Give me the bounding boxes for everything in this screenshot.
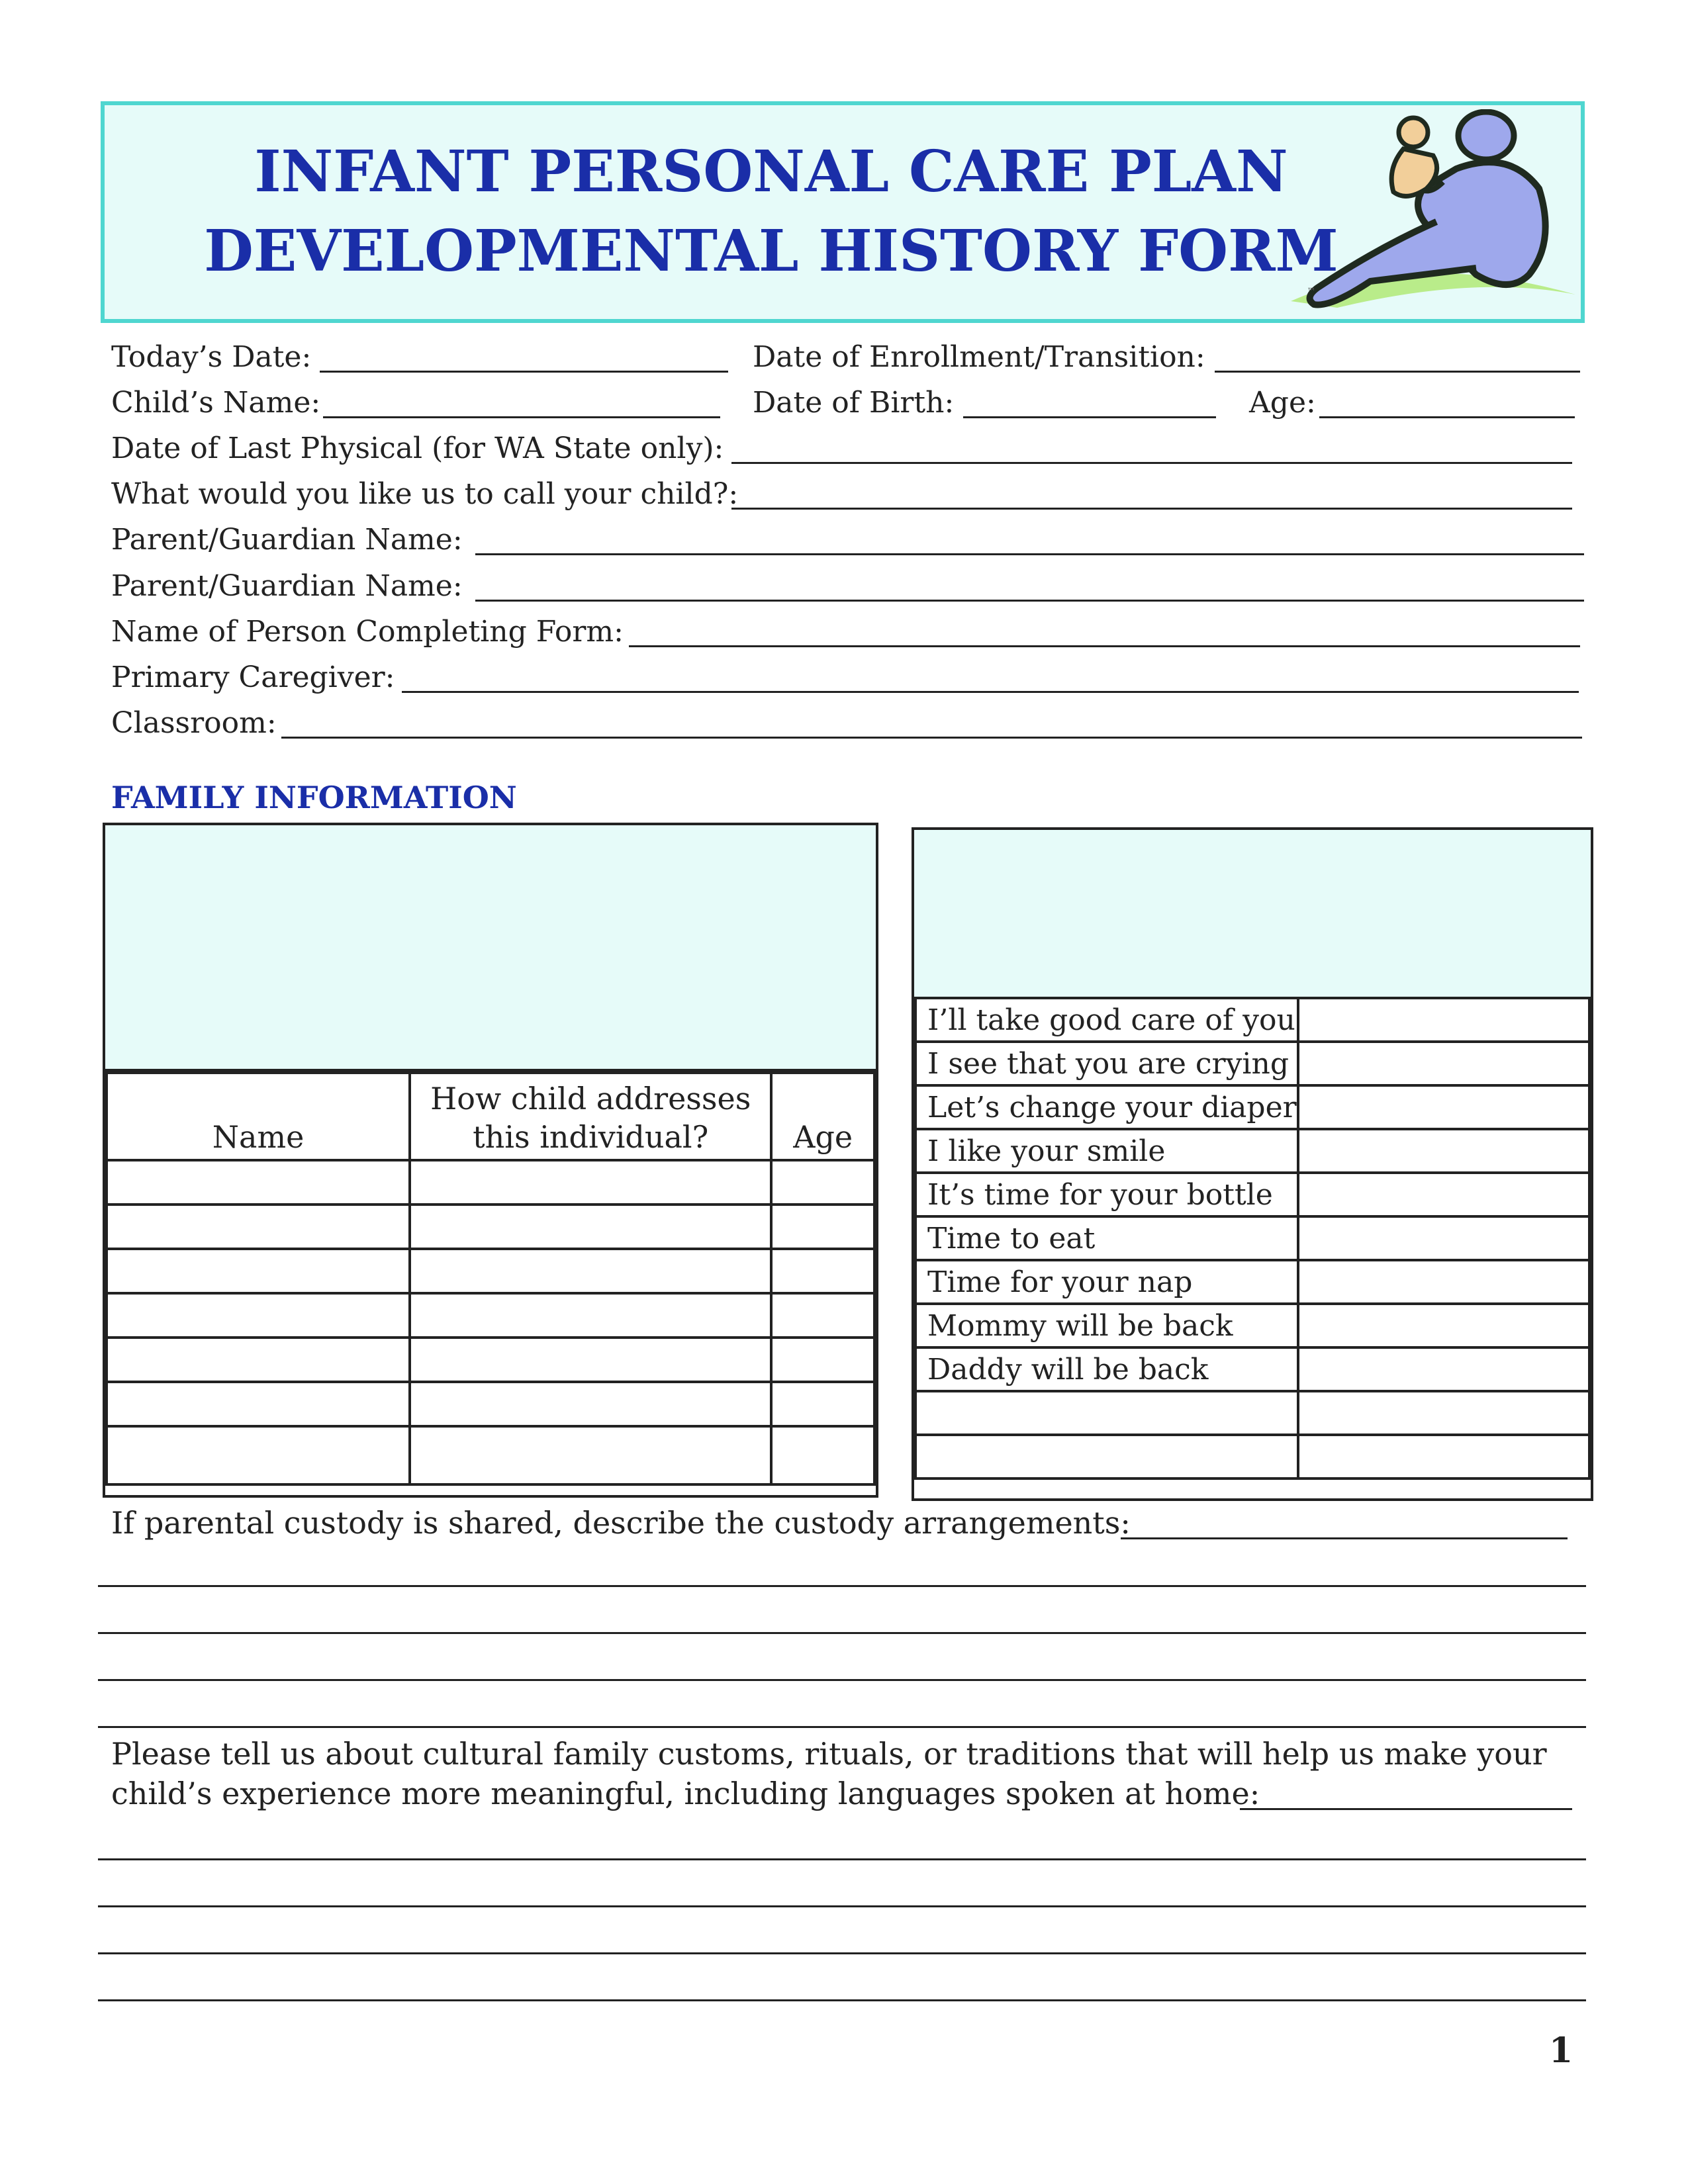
custody-label: If parental custody is shared, describe the custody arrangements:: [111, 1505, 1131, 1541]
phrase-response-cell[interactable]: [1298, 1085, 1589, 1129]
phrase-response-cell[interactable]: [1298, 1216, 1589, 1260]
custody-line[interactable]: [98, 1679, 1586, 1681]
table-row: [915, 1304, 1589, 1347]
phrase-response-cell[interactable]: [1298, 1347, 1589, 1391]
phrase-label: Daddy will be back: [915, 1347, 1298, 1391]
table-row: [915, 1042, 1589, 1085]
phrase-label: Mommy will be back: [915, 1304, 1298, 1347]
custody-inline-field[interactable]: [1121, 1537, 1568, 1539]
family-members-table: [105, 1071, 876, 1486]
table-row: [107, 1205, 874, 1249]
cultural-line[interactable]: [98, 1952, 1586, 1954]
cultural-line[interactable]: [98, 1905, 1586, 1907]
table-row: [915, 1085, 1589, 1129]
childs-name-field[interactable]: [323, 416, 720, 418]
parent2-label: Parent/Guardian Name:: [111, 569, 463, 603]
phrase-response-cell[interactable]: [1298, 1435, 1589, 1479]
cultural-question-line2: child’s experience more meaningful, including languages spoken at home:: [111, 1776, 1260, 1811]
table-row: [915, 1347, 1589, 1391]
classroom-label: Classroom:: [111, 706, 277, 740]
column-how-addressed: [410, 1073, 771, 1160]
cultural-line[interactable]: [98, 1999, 1586, 2001]
addresses-cell[interactable]: [410, 1293, 771, 1338]
cultural-question-line1: Please tell us about cultural family customs, rituals, or traditions that will help us make your: [111, 1736, 1547, 1772]
phrase-response-cell[interactable]: [1298, 1260, 1589, 1304]
age-cell[interactable]: [771, 1160, 874, 1205]
name-cell[interactable]: [107, 1382, 410, 1426]
name-cell[interactable]: [107, 1205, 410, 1249]
age-field[interactable]: [1319, 416, 1575, 418]
name-cell[interactable]: [107, 1426, 410, 1484]
addresses-cell[interactable]: [410, 1249, 771, 1293]
parent2-field[interactable]: [475, 600, 1584, 602]
addresses-cell[interactable]: [410, 1382, 771, 1426]
custody-line[interactable]: [98, 1726, 1586, 1728]
person-completing-label: Name of Person Completing Form:: [111, 615, 624, 649]
family-info-heading: FAMILY INFORMATION: [111, 780, 517, 815]
form-title-line2: DEVELOPMENTAL HISTORY FORM: [204, 218, 1338, 285]
table-row: [107, 1426, 874, 1484]
table-row: [107, 1160, 874, 1205]
caregiver-logo-icon: [1278, 109, 1582, 328]
date-enrollment-field[interactable]: [1215, 371, 1580, 373]
trademark-mark: ™: [1307, 287, 1316, 297]
phrase-label[interactable]: [915, 1435, 1298, 1479]
table-row: [107, 1338, 874, 1382]
age-label: Age:: [1249, 386, 1316, 420]
table-row: [107, 1382, 874, 1426]
age-cell[interactable]: [771, 1205, 874, 1249]
phrase-label: Time for your nap: [915, 1260, 1298, 1304]
phrase-response-cell[interactable]: [1298, 998, 1589, 1042]
table-row: [915, 998, 1589, 1042]
age-cell[interactable]: [771, 1382, 874, 1426]
name-cell[interactable]: [107, 1160, 410, 1205]
custody-line[interactable]: [98, 1632, 1586, 1634]
todays-date-label: Today’s Date:: [111, 340, 312, 374]
table-row: [107, 1293, 874, 1338]
phrase-label: I like your smile: [915, 1129, 1298, 1173]
addresses-cell[interactable]: [410, 1338, 771, 1382]
phrases-table-header-area: [914, 830, 1591, 997]
age-cell[interactable]: [771, 1293, 874, 1338]
date-of-birth-label: Date of Birth:: [753, 386, 955, 420]
table-row: [915, 1260, 1589, 1304]
table-row: [915, 1391, 1589, 1435]
childs-name-label: Child’s Name:: [111, 386, 321, 420]
age-cell[interactable]: [771, 1338, 874, 1382]
phrase-response-cell[interactable]: [1298, 1042, 1589, 1085]
age-cell[interactable]: [771, 1426, 874, 1484]
phrase-label: I’ll take good care of you: [915, 998, 1298, 1042]
table-row: [915, 1435, 1589, 1479]
phrase-label: It’s time for your bottle: [915, 1173, 1298, 1216]
date-of-birth-field[interactable]: [963, 416, 1216, 418]
form-title-line1: INFANT PERSONAL CARE PLAN: [254, 138, 1288, 205]
page-number: 1: [1549, 2030, 1573, 2071]
name-cell[interactable]: [107, 1293, 410, 1338]
custody-line[interactable]: [98, 1585, 1586, 1587]
addresses-cell[interactable]: [410, 1160, 771, 1205]
call-child-field[interactable]: [731, 508, 1572, 510]
phrase-response-cell[interactable]: [1298, 1173, 1589, 1216]
column-how-addressed-line2: this individual?: [473, 1119, 709, 1155]
cultural-line[interactable]: [98, 1858, 1586, 1860]
primary-caregiver-field[interactable]: [402, 691, 1579, 693]
addresses-cell[interactable]: [410, 1205, 771, 1249]
parent1-label: Parent/Guardian Name:: [111, 523, 463, 557]
column-age: Age: [771, 1073, 874, 1160]
column-name: Name: [107, 1073, 410, 1160]
phrase-label: Let’s change your diaper: [915, 1085, 1298, 1129]
family-table-header-area: [105, 825, 876, 1071]
phrase-response-cell[interactable]: [1298, 1304, 1589, 1347]
name-cell[interactable]: [107, 1249, 410, 1293]
phrase-label[interactable]: [915, 1391, 1298, 1435]
call-child-label: What would you like us to call your child?:: [111, 477, 739, 511]
last-physical-field[interactable]: [731, 462, 1572, 464]
todays-date-field[interactable]: [320, 371, 728, 373]
phrase-label: Time to eat: [915, 1216, 1298, 1260]
table-row: [107, 1249, 874, 1293]
age-cell[interactable]: [771, 1249, 874, 1293]
column-how-addressed-line1: How child addresses: [430, 1081, 751, 1116]
cultural-inline-field[interactable]: [1240, 1808, 1572, 1810]
primary-caregiver-label: Primary Caregiver:: [111, 660, 395, 694]
table-row: [915, 1129, 1589, 1173]
addresses-cell[interactable]: [410, 1426, 771, 1484]
person-completing-field[interactable]: [629, 645, 1580, 647]
table-row: [915, 1173, 1589, 1216]
phrases-table: [912, 827, 1593, 1501]
date-enrollment-label: Date of Enrollment/Transition:: [753, 340, 1205, 374]
family-table: [103, 823, 878, 1498]
name-cell[interactable]: [107, 1338, 410, 1382]
phrases-list: [914, 997, 1591, 1480]
phrase-response-cell[interactable]: [1298, 1391, 1589, 1435]
phrase-label: I see that you are crying: [915, 1042, 1298, 1085]
classroom-field[interactable]: [281, 737, 1582, 739]
phrase-response-cell[interactable]: [1298, 1129, 1589, 1173]
parent1-field[interactable]: [475, 553, 1584, 555]
last-physical-label: Date of Last Physical (for WA State only):: [111, 432, 724, 465]
table-row: [915, 1216, 1589, 1260]
